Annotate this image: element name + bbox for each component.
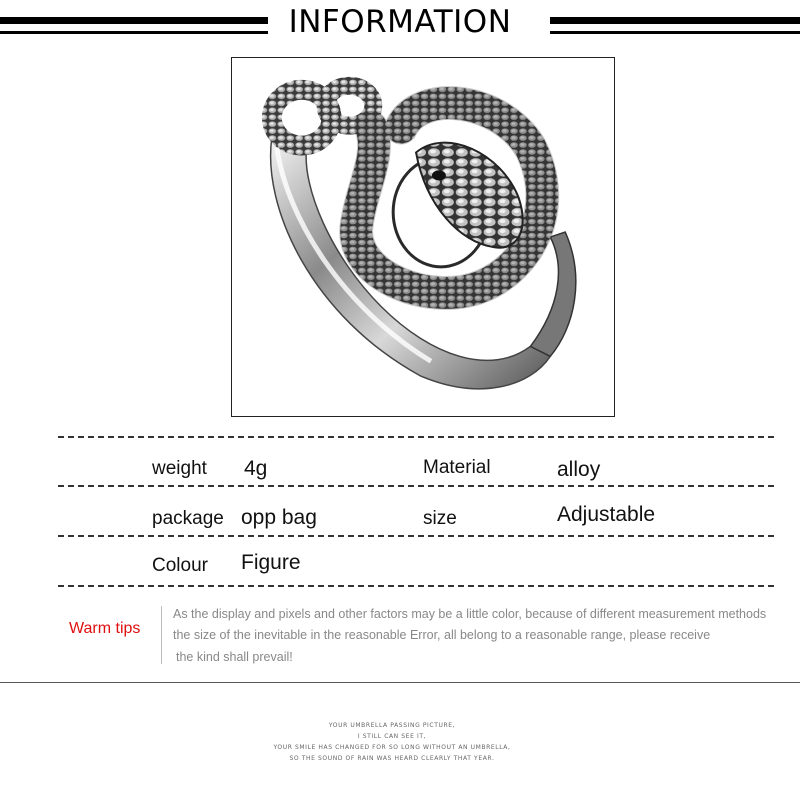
divider-4 — [58, 585, 774, 587]
warm-tips-line-3: the kind shall prevail! — [176, 650, 293, 664]
size-value: Adjustable — [557, 503, 656, 526]
warm-tips-line-1: As the display and pixels and other factors may be a little color, because of different measurement methods — [173, 607, 767, 621]
package-label: package — [152, 508, 224, 529]
product-photo — [231, 57, 615, 417]
snake-ring-icon — [232, 58, 614, 416]
footer-line-2: I STILL CAN SEE IT, — [357, 733, 427, 740]
footer-line-4: SO THE SOUND OF RAIN WAS HEARD CLEARLY THAT YEAR. — [289, 755, 495, 762]
warm-tips-divider — [161, 606, 162, 664]
footer-line-1: YOUR UMBRELLA PASSING PICTURE, — [328, 722, 456, 729]
page-title: INFORMATION — [288, 4, 512, 40]
package-value: opp bag — [241, 506, 317, 529]
divider-3 — [58, 535, 774, 537]
divider-2 — [58, 485, 774, 487]
weight-value: 4g — [244, 457, 268, 480]
warm-tips-label: Warm tips — [69, 620, 141, 637]
colour-label: Colour — [152, 555, 208, 576]
warm-tips-line-2: the size of the inevitable in the reasonable Error, all belong to a reasonable range, please receive — [173, 628, 711, 642]
colour-value: Figure — [241, 551, 301, 574]
material-label: Material — [423, 457, 491, 478]
divider-1 — [58, 436, 774, 438]
bottom-rule — [0, 682, 800, 683]
material-value: alloy — [557, 458, 601, 481]
size-label: size — [423, 508, 457, 529]
weight-label: weight — [152, 458, 207, 479]
footer-line-3: YOUR SMILE HAS CHANGED FOR SO LONG WITHOUT AN UMBRELLA, — [273, 744, 511, 751]
